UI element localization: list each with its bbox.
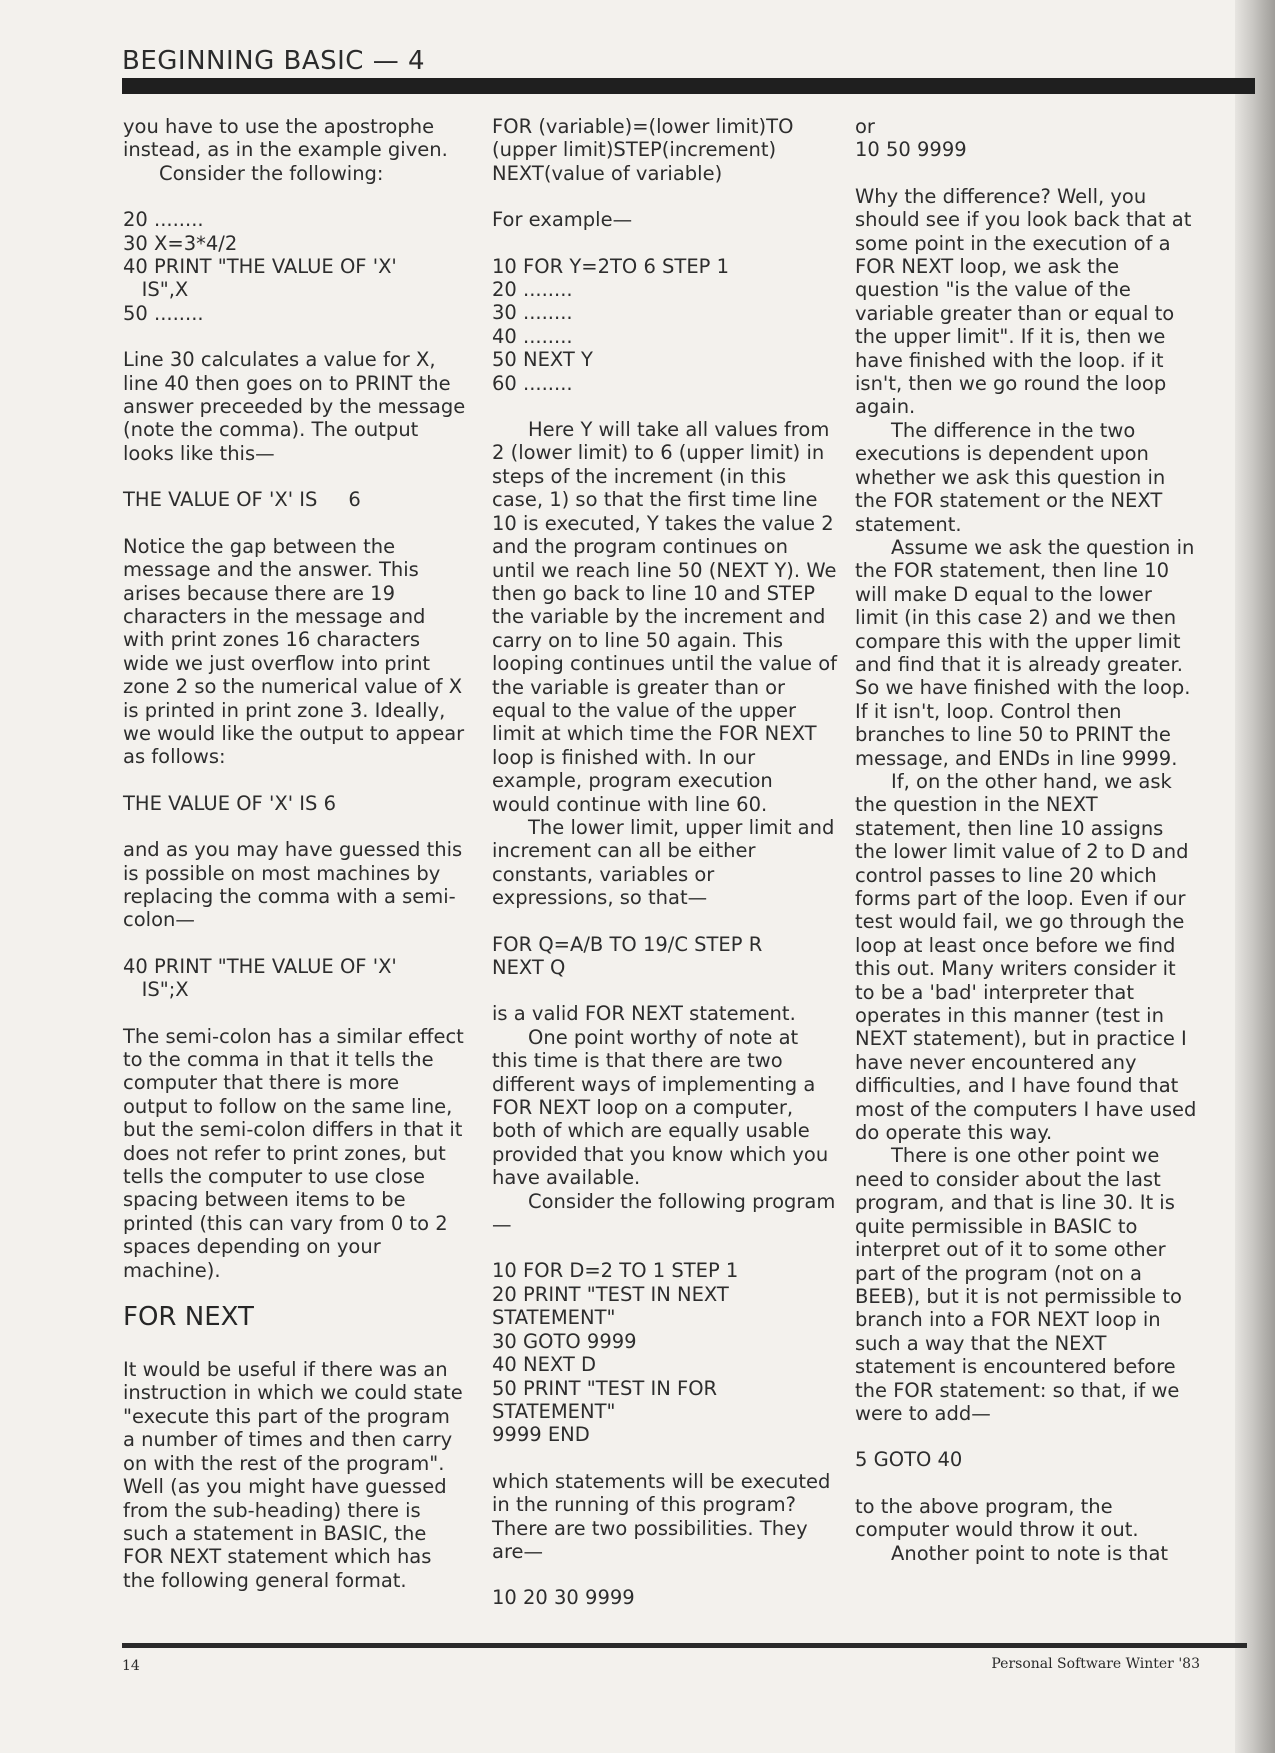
code-listing: 5 GOTO 40	[855, 1448, 963, 1472]
paragraph: The lower limit, upper limit and increment can all be either constants, variables or expressions, so that—	[492, 815, 835, 910]
paragraph: The difference in the two executions is dependent upon whether we ask this question in the FOR statement or the NEXT statement.	[855, 418, 1166, 536]
publication-footer: Personal Software Winter '83	[991, 1656, 1200, 1672]
column-1	[123, 115, 468, 1592]
paragraph: Consider the following program—	[492, 1189, 836, 1237]
paragraph: and as you may have guessed this is possible on most machines by replacing the comma with a semi-colon—	[123, 838, 463, 932]
column-3	[855, 115, 1200, 1565]
paragraph: The semi-colon has a similar effect to the comma in that it tells the computer that there is more output to follow on the same line, but the semi-colon differs in that it does not refer to print zones, but tells the computer to use close spacing between items to be printed (this can vary from 0 to 2 spaces depending on your machine).	[123, 1024, 464, 1282]
paragraph: Notice the gap between the message and the answer. This arises because there are 19 characters in the message and with print zones 16 characters wide we just overflow into print zone 2 so the numerical value of X is printed in print zone 3. Ideally, we would like the output to appear as follows:	[123, 534, 465, 769]
program-output: 10 50 9999	[855, 138, 967, 162]
paragraph: or	[855, 115, 875, 138]
paragraph: Consider the following:	[159, 161, 384, 185]
paragraph: to the above program, the computer would throw it out.	[855, 1494, 1139, 1542]
code-listing: 10 FOR Y=2TO 6 STEP 1 20 ........ 30 ........ 40 ........ 50 NEXT Y 60 ........	[492, 254, 730, 395]
paragraph: Line 30 calculates a value for X, line 40 then goes on to PRINT the answer preceeded by the message (note the comma). The output looks like this—	[123, 348, 466, 465]
footer-rule	[122, 1643, 1247, 1648]
paragraph: you have to use the apostrophe instead, as in the example given.	[123, 115, 448, 162]
code-listing: 20 ........ 30 X=3*4/2 40 PRINT "THE VALUE OF 'X' IS",X 50 ........	[123, 208, 397, 325]
program-output: 10 20 30 9999	[492, 1586, 635, 1610]
code-listing: FOR Q=A/B TO 19/C STEP R NEXT Q	[492, 932, 763, 979]
running-header: BEGINNING BASIC — 4	[122, 46, 426, 76]
paragraph: It would be useful if there was an instruction in which we could state "execute this part of the program a number of times and then carry on with the rest of the program". Well (as you might have guessed from the sub-heading) there is such a statement in BASIC, the FOR NEXT statement which has the following general format.	[123, 1358, 463, 1592]
code-listing: 40 PRINT "THE VALUE OF 'X' IS";X	[123, 954, 397, 1002]
paragraph: Assume we ask the question in the FOR statement, then line 10 will make D equal to the lower limit (in this case 2) and we then compare this with the upper limit and find that it is already greater. So we have finished with the loop. If it isn't, loop. Control then branches to line 50 to PRINT the message, and ENDs in line 9999.	[855, 535, 1195, 770]
code-listing: 10 FOR D=2 TO 1 STEP 1 20 PRINT "TEST IN NEXT STATEMENT" 30 GOTO 9999 40 NEXT D 50 PRINT "TEST IN FOR STATEMENT" 9999 END	[492, 1259, 739, 1447]
program-output: THE VALUE OF 'X' IS 6	[123, 488, 361, 512]
paragraph: Why the difference? Well, you should see if you look back that at some point in the execution of a FOR NEXT loop, we ask the question "is the value of the variable greater than or equal to the upper limit". If it is, then we have finished with the loop. if it isn't, then we go round the loop again.	[855, 184, 1192, 419]
paragraph: For example—	[492, 208, 633, 232]
paragraph: If, on the other hand, we ask the question in the NEXT statement, then line 10 assigns the lower limit value of 2 to D and control passes to line 20 which forms part of the loop. Even if our test would fail, we go through the loop at least once before we find this out. Many writers consider it to be a 'bad' interpreter that operates in this manner (test in NEXT statement), but in practice I have never encountered any difficulties, and I have found that most of the computers I have used do operate this way.	[855, 769, 1197, 1145]
paragraph: One point worthy of note at this time is that there are two different ways of implementing a FOR NEXT loop on a computer, both of which are equally usable provided that you know which you have available.	[492, 1025, 829, 1190]
paragraph: which statements will be executed in the running of this program? There are two possibilities. They are—	[492, 1469, 831, 1563]
general-format: FOR (variable)=(lower limit)TO (upper limit)STEP(increment) NEXT(value of variable)	[492, 115, 794, 185]
header-rule	[122, 78, 1255, 94]
paragraph: is a valid FOR NEXT statement.	[492, 1002, 796, 1026]
page-edge-shadow	[1235, 0, 1275, 1753]
page-number: 14	[122, 1658, 140, 1674]
section-heading: FOR NEXT	[123, 1302, 254, 1333]
paragraph: There is one other point we need to consider about the last program, and that is line 30. It is quite permissible in BASIC to interpret out of it to some other part of the program (not on a BEEB), but it is not permissible to branch into a FOR NEXT loop in such a way that the NEXT statement is encountered before the FOR statement: so that, if we were to add—	[855, 1144, 1182, 1425]
program-output: THE VALUE OF 'X' IS 6	[123, 791, 336, 815]
column-2	[492, 115, 837, 1610]
paragraph: Here Y will take all values from 2 (lower limit) to 6 (upper limit) in steps of the increment (in this case, 1) so that the first time line 10 is executed, Y takes the value 2 and the program continues on until we reach line 50 (NEXT Y). We then go back to line 10 and STEP the variable by the increment and carry on to line 50 again. This looping continues until the value of the variable is greater than or equal to the value of the upper limit at which time the FOR NEXT loop is finished with. In our example, program execution would continue with line 60.	[492, 418, 838, 816]
paragraph: Another point to note is that	[891, 1541, 1169, 1565]
